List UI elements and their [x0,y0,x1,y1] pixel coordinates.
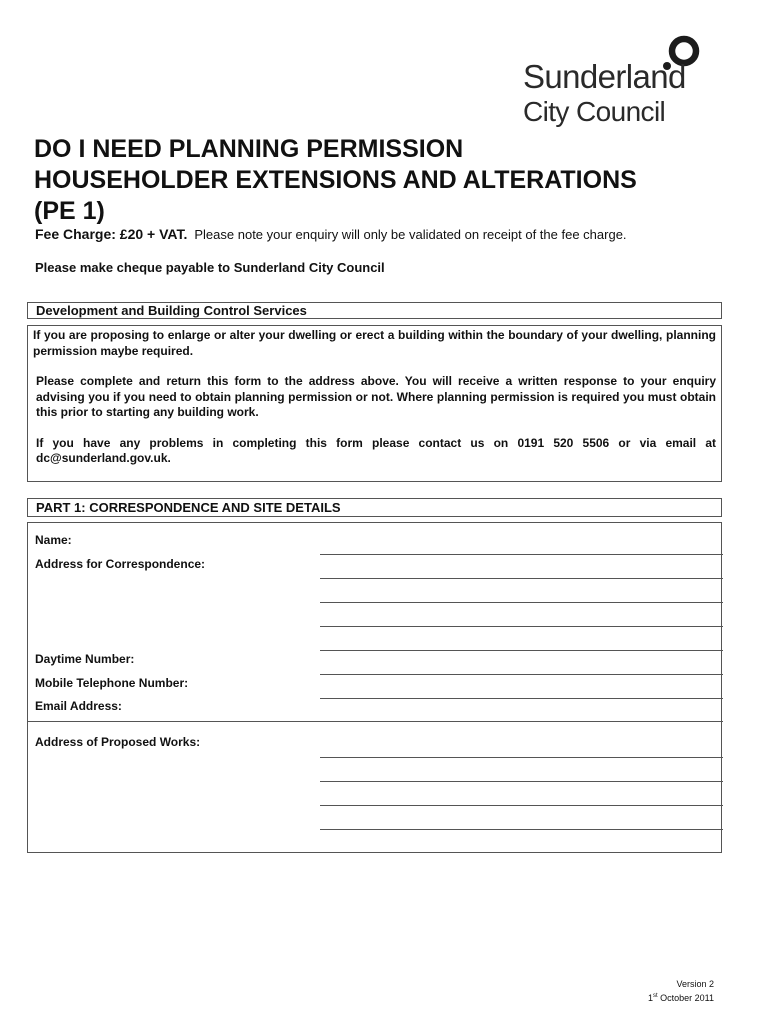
works-address-line-4[interactable] [320,829,723,830]
name-field[interactable] [320,554,723,555]
title-line-1: DO I NEED PLANNING PERMISSION [34,135,464,163]
works-address-label: Address of Proposed Works: [35,735,201,749]
email-field[interactable] [28,721,723,722]
email-label: Email Address: [35,699,122,713]
dev-section-heading: Development and Building Control Services [36,303,307,318]
dev-section-body [27,325,722,482]
page-title [34,134,637,227]
part1-header [27,498,722,517]
address-field-line-2[interactable] [320,602,723,603]
council-logo [520,34,720,127]
logo-subtitle: City Council [523,96,666,127]
address-field-line-3[interactable] [320,626,723,627]
address-field-line-4[interactable] [320,650,723,651]
version-footer [648,978,714,1004]
logo-name: Sunderland [523,58,686,95]
version-date: 1st October 2011 [647,993,714,1003]
part1-form [27,522,722,853]
intro-paragraph-3: If you have any problems in completing this form please contact us on 0191 520 5506 or via email at dc@sunderland.gov.uk. [36,435,716,465]
daytime-label: Daytime Number: [35,652,135,666]
works-address-line-1[interactable] [320,757,723,758]
title-line-2: HOUSEHOLDER EXTENSIONS AND ALTERATIONS [34,166,637,194]
name-label: Name: [35,533,72,547]
cheque-note: Please make cheque payable to Sunderland City Council [35,260,385,275]
address-field-line-1[interactable] [320,578,723,579]
dev-section-header [27,302,722,319]
part1-heading: PART 1: CORRESPONDENCE AND SITE DETAILS [36,500,341,515]
mobile-label: Mobile Telephone Number: [35,676,189,690]
mobile-number-field[interactable] [320,698,723,699]
works-address-line-3[interactable] [320,805,723,806]
address-label: Address for Correspondence: [35,557,206,571]
intro-paragraph-1: If you are proposing to enlarge or alter your dwelling or erect a building within the boundary of your dwelling, planning permission maybe required. [33,328,716,358]
works-address-line-2[interactable] [320,781,723,782]
fee-charge [35,226,627,242]
fee-note: Please note your enquiry will only be validated on receipt of the fee charge. [194,227,627,242]
title-line-3: (PE 1) [34,197,105,225]
version-label: Version 2 [676,979,714,989]
intro-paragraph-2: Please complete and return this form to the address above. You will receive a written response to your enquiry advising you if you need to obtain planning permission or not. Where planning permission is required you must obtain this prior to starting any building work. [36,374,716,419]
daytime-number-field[interactable] [320,674,723,675]
fee-label: Fee Charge: £20 + VAT. [35,226,188,242]
